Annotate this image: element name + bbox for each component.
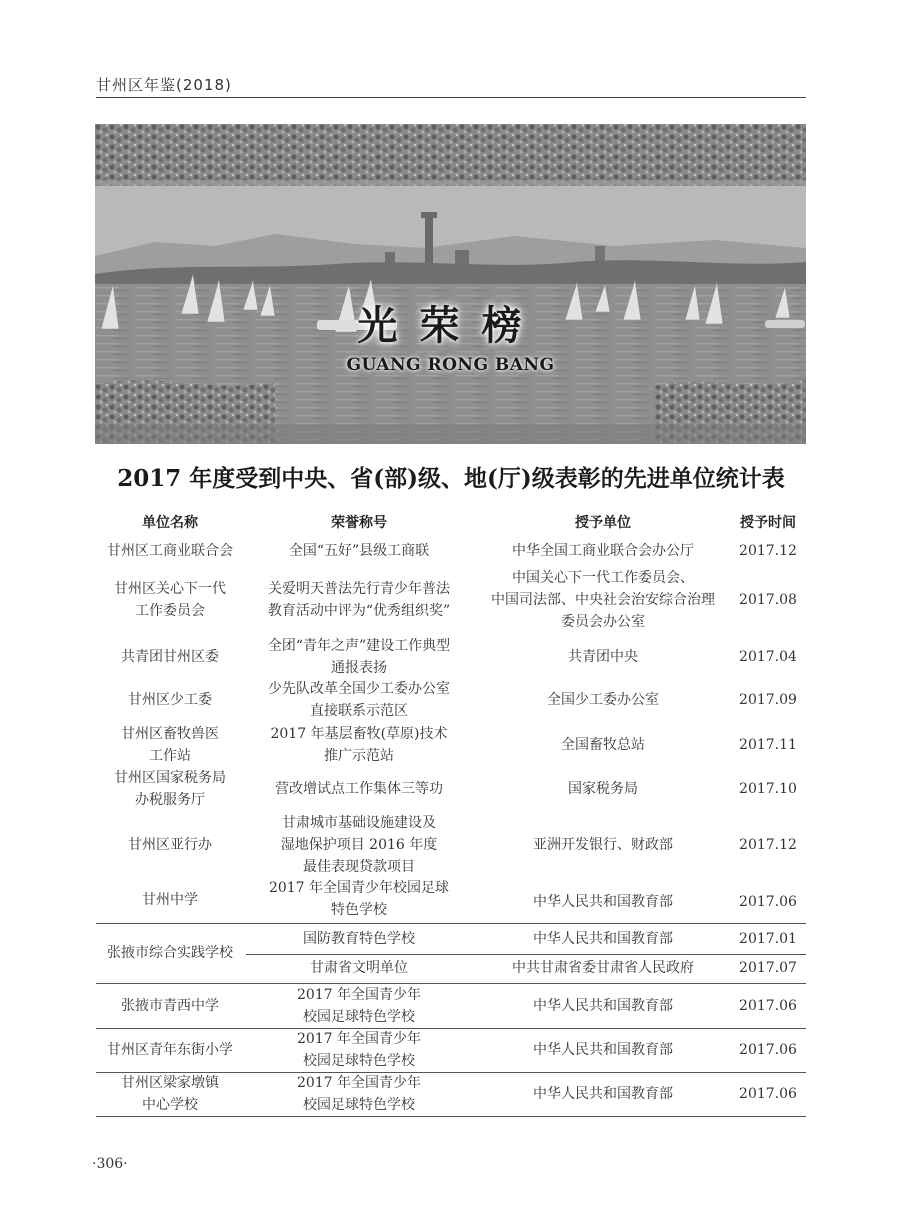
table-cell-honor: 2017 年基层畜牧(草原)技术 推广示范站 xyxy=(270,726,448,764)
column-header-unit: 单位名称 xyxy=(142,515,198,531)
table-cell-grantor: 亚洲开发银行、财政部 xyxy=(533,837,673,853)
table-cell-date: 2017.01 xyxy=(739,931,797,947)
table-cell-date: 2017.12 xyxy=(739,837,797,853)
table-cell-date: 2017.06 xyxy=(739,1086,797,1102)
lake-sailboats-image xyxy=(95,124,806,444)
column-header-honor: 荣誉称号 xyxy=(331,515,387,531)
running-head: 甘州区年鉴(2018) xyxy=(96,76,232,94)
table-cell-date: 2017.11 xyxy=(739,737,797,753)
table-cell-grantor: 中华人民共和国教育部 xyxy=(533,931,673,947)
table-cell-honor: 关爱明天普法先行青少年普法 教育活动中评为“优秀组织奖” xyxy=(267,581,451,619)
table-cell-grantor: 全国畜牧总站 xyxy=(561,737,645,753)
banner-title: 光荣榜 xyxy=(357,303,544,349)
table-cell-honor: 国防教育特色学校 xyxy=(303,931,415,947)
column-header-grantor: 授予单位 xyxy=(575,515,631,531)
header-rule xyxy=(96,97,806,98)
table-cell-date: 2017.12 xyxy=(739,543,797,559)
table-cell-unit: 甘州区畜牧兽医 工作站 xyxy=(121,726,219,764)
table-cell-grantor: 共青团中央 xyxy=(568,649,638,665)
table-cell-unit: 甘州区工商业联合会 xyxy=(107,543,233,559)
table-cell-date: 2017.06 xyxy=(739,1042,797,1058)
table-cell-unit: 甘州区亚行办 xyxy=(128,837,212,853)
table-cell-honor: 2017 年全国青少年 校园足球特色学校 xyxy=(296,987,422,1025)
table-cell-unit: 甘州区青年东街小学 xyxy=(107,1042,233,1058)
table-cell-grantor: 全国少工委办公室 xyxy=(547,692,659,708)
table-cell-unit: 甘州区梁家墩镇 中心学校 xyxy=(121,1075,219,1113)
table-cell-date: 2017.06 xyxy=(739,998,797,1014)
page-number: ·306· xyxy=(92,1156,128,1172)
table-cell-date: 2017.04 xyxy=(739,649,797,665)
table-cell-date: 2017.09 xyxy=(739,692,797,708)
table-cell-grantor: 中华人民共和国教育部 xyxy=(533,998,673,1014)
table-cell-honor: 全国“五好”县级工商联 xyxy=(288,543,430,559)
table-cell-unit: 甘州区少工委 xyxy=(128,692,212,708)
table-cell-unit: 甘州中学 xyxy=(142,892,198,908)
table-cell-unit: 甘州区国家税务局 办税服务厅 xyxy=(114,770,226,808)
table-bottom-rule xyxy=(96,1116,806,1117)
table-cell-grantor: 中华人民共和国教育部 xyxy=(533,1042,673,1058)
table-cell-unit: 张掖市综合实践学校 xyxy=(107,945,233,961)
table-cell-honor: 全团“青年之声”建设工作典型 通报表扬 xyxy=(267,638,451,676)
banner-photo xyxy=(95,124,806,444)
table-title: 2017 年度受到中央、省(部)级、地(厅)级表彰的先进单位统计表 xyxy=(117,465,785,492)
table-cell-unit: 甘州区关心下一代 工作委员会 xyxy=(114,581,226,619)
table-cell-grantor: 中华全国工商业联合会办公厅 xyxy=(512,543,694,559)
table-cell-honor: 2017 年全国青少年 校园足球特色学校 xyxy=(296,1075,422,1113)
column-header-date: 授予时间 xyxy=(740,515,796,531)
table-cell-date: 2017.08 xyxy=(739,592,797,608)
table-cell-honor: 营改增试点工作集体三等功 xyxy=(275,781,443,797)
table-cell-date: 2017.06 xyxy=(739,894,797,910)
table-cell-honor: 少先队改革全国少工委办公室 直接联系示范区 xyxy=(268,681,450,719)
table-cell-unit: 张掖市青西中学 xyxy=(121,998,219,1014)
banner-subtitle: GUANG RONG BANG xyxy=(346,355,555,375)
table-cell-grantor: 国家税务局 xyxy=(568,781,638,797)
table-cell-honor: 2017 年全国青少年校园足球 特色学校 xyxy=(268,880,450,918)
table-cell-grantor: 中共甘肃省委甘肃省人民政府 xyxy=(512,960,694,976)
table-cell-grantor: 中华人民共和国教育部 xyxy=(533,1086,673,1102)
table-cell-honor: 2017 年全国青少年 校园足球特色学校 xyxy=(296,1031,422,1069)
table-cell-honor: 甘肃城市基础设施建设及 湿地保护项目 2016 年度 最佳表现贷款项目 xyxy=(280,815,438,875)
table-cell-date: 2017.10 xyxy=(739,781,797,797)
table-cell-date: 2017.07 xyxy=(739,960,797,976)
table-cell-honor: 甘肃省文明单位 xyxy=(310,960,408,976)
table-cell-grantor: 中国关心下一代工作委员会、 中国司法部、中央社会治安综合治理 委员会办公室 xyxy=(491,570,715,630)
table-cell-unit: 共青团甘州区委 xyxy=(121,649,219,665)
table-cell-grantor: 中华人民共和国教育部 xyxy=(533,894,673,910)
